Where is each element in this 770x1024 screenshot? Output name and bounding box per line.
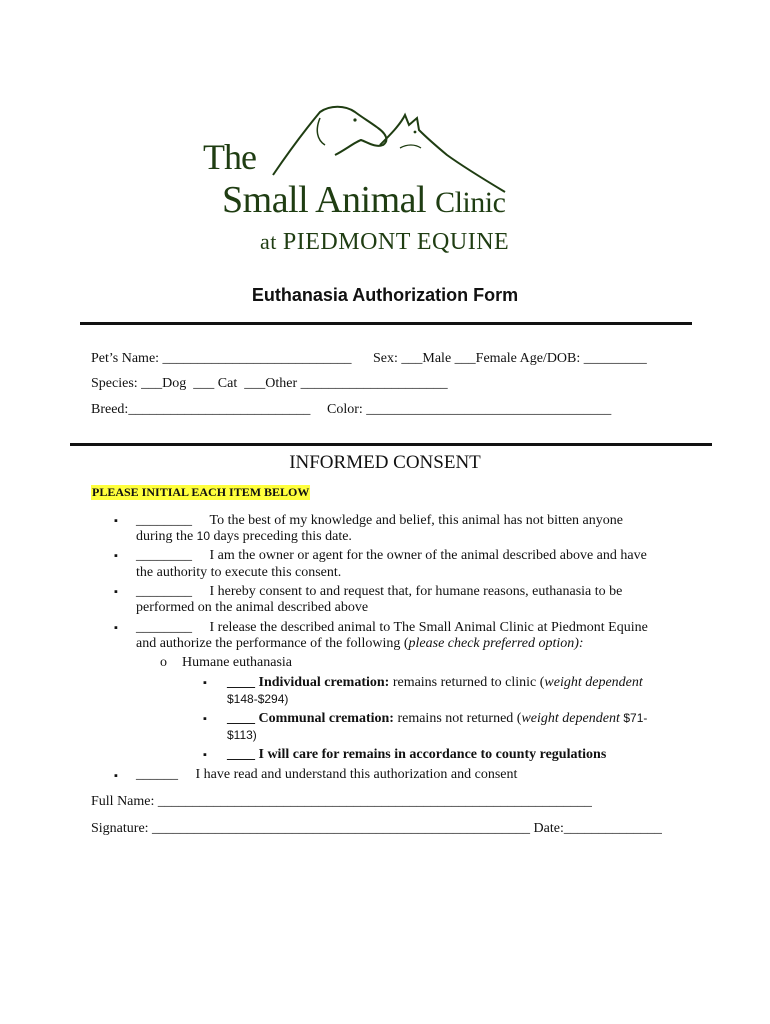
option-1-note: weight dependent [544,675,643,690]
signature-label: Signature: [91,821,149,836]
consent-item-4-text-2a: and authorize the performance of the following ( [136,636,409,651]
species-label: Species: [91,376,138,391]
logo-the: The [203,137,256,177]
species-dog-option[interactable]: ___Dog [141,376,187,391]
title-divider [80,322,692,325]
option-1-label: Individual cremation: [258,675,390,690]
full-name-field[interactable]: ______________________________________________________________ [157,794,592,809]
consent-item-3-text: I hereby consent to and request that, for humane reasons, euthanasia to be [209,584,623,599]
sex-label: Sex: [373,351,398,366]
consent-final-line [136,767,517,783]
consent-item-4-line-2 [136,636,584,652]
bullet-icon: ▪ [114,550,118,562]
pet-info-row-3 [91,402,310,418]
color-label: Color: [327,402,363,417]
bullet-icon: ▪ [203,749,207,761]
age-dob-label: Age/DOB: [519,351,581,366]
species-other-option[interactable]: ___Other [244,376,298,391]
option-1-price: $148-$294) [227,692,289,706]
species-cat-option[interactable]: ___ Cat [193,376,238,391]
initial-field-5[interactable]: ______ [136,767,178,782]
date-label: Date: [533,821,564,836]
consent-item-1-line-1 [136,513,623,529]
option-2-price-2: $113) [227,728,257,742]
humane-euthanasia-label: Humane euthanasia [182,655,293,670]
sex-male-option[interactable]: ___Male [401,351,452,366]
pet-info-row-2 [91,376,448,392]
logo-piedmont: PIEDMONT [282,229,411,255]
option-communal-cremation[interactable] [227,711,647,727]
signature-row [91,821,662,837]
logo-small-animal-clinic [222,178,505,222]
logo-at: at [260,229,277,254]
option-2-note: weight dependent [521,711,620,726]
full-name-label: Full Name: [91,794,155,809]
sub-bullet-icon: o [160,655,167,670]
logo-small-animal: Small Animal [222,179,427,221]
bullet-icon: ▪ [203,677,207,689]
bullet-icon: ▪ [114,770,118,782]
option-1-blank[interactable]: ____ [227,675,255,690]
consent-item-2-text: I am the owner or agent for the owner of the animal described above and have [209,548,647,563]
consent-item-1-text: To the best of my knowledge and belief, this animal has not bitten anyone [209,513,623,528]
pet-info-row-1 [91,351,352,367]
breed-field[interactable]: __________________________ [128,402,311,417]
consent-item-3-line-1 [136,584,622,600]
consent-item-1-text-2c: days preceding this date. [210,529,352,544]
pets-name-label: Pet’s Name: [91,351,160,366]
option-1-desc: remains returned to clinic ( [392,675,545,690]
option-3-blank[interactable]: ____ [227,747,255,762]
sex-female-option[interactable]: ___Female [454,351,517,366]
age-dob-field[interactable]: _________ [583,351,647,366]
logo-equine: EQUINE [416,229,510,255]
option-2-blank[interactable]: ____ [227,711,255,726]
option-3-label: I will care for remains in accordance to county regulations [258,747,607,762]
consent-item-4-text: I release the described animal to The Small Animal Clinic at Piedmont Equine [209,620,648,635]
consent-final-text: I have read and understand this authorization and consent [195,767,518,782]
pets-name-field[interactable]: ___________________________ [162,351,352,366]
initial-field-4[interactable]: ________ [136,620,192,635]
initial-field-2[interactable]: ________ [136,548,192,563]
form-title: Euthanasia Authorization Form [251,285,519,305]
bullet-icon: ▪ [114,622,118,634]
consent-item-2-line-2: the authority to execute this consent. [136,565,342,580]
consent-item-1-line-2 [136,529,352,545]
species-other-field[interactable]: _____________________ [300,376,448,391]
signature-field[interactable]: ______________________________________________________ [152,821,531,836]
logo-at-piedmont-equine [260,229,509,256]
option-individual-cremation[interactable] [227,675,643,691]
initial-instruction: PLEASE INITIAL EACH ITEM BELOW [92,485,310,499]
dog-silhouette-icon [273,107,386,175]
consent-item-2-line-1 [136,548,647,564]
date-field[interactable]: ______________ [563,821,662,836]
fields-divider [70,443,712,446]
initial-field-3[interactable]: ________ [136,584,192,599]
sex-group [373,351,647,367]
full-name-row [91,794,592,810]
initial-field-1[interactable]: ________ [136,513,192,528]
consent-item-1-text-2a: during the [136,529,197,544]
consent-item-1-days: 10 [196,529,211,543]
breed-label: Breed: [91,402,129,417]
color-group [327,402,611,418]
logo-clinic: Clinic [435,186,506,219]
consent-item-3-line-2: performed on the animal described above [136,600,369,615]
color-field[interactable]: ___________________________________ [366,402,612,417]
option-2-price-1: $71- [623,711,648,725]
option-2-label: Communal cremation: [258,711,394,726]
consent-item-4-line-1 [136,620,648,636]
bullet-icon: ▪ [114,586,118,598]
option-self-care[interactable] [227,747,606,763]
informed-consent-heading: INFORMED CONSENT [289,452,481,473]
consent-item-4-note: please check preferred option): [408,636,584,651]
option-2-desc: remains not returned ( [397,711,522,726]
bullet-icon: ▪ [203,713,207,725]
bullet-icon: ▪ [114,515,118,527]
